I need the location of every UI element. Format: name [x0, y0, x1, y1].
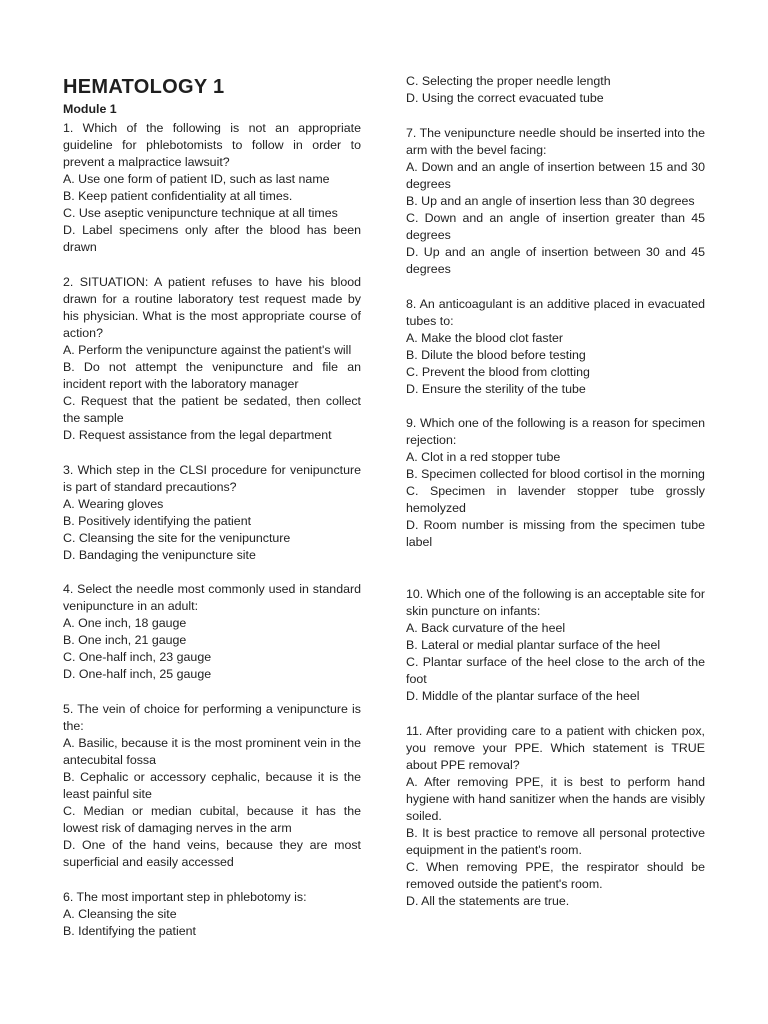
answer-option: D. All the statements are true. [406, 894, 570, 908]
answer-option: B. It is best practice to remove all personal protective equipment in the patient's room. [406, 826, 705, 857]
question-4 [63, 581, 361, 683]
answer-option: A. Back curvature of the heel [406, 621, 566, 635]
question-6 [63, 889, 361, 940]
answer-option: D. Bandaging the venipuncture site [63, 548, 256, 562]
answer-option: D. Up and an angle of insertion between 30 and 45 degrees [406, 245, 705, 276]
answer-option: B. Identifying the patient [63, 924, 196, 938]
document-title: HEMATOLOGY 1 [63, 76, 225, 98]
question-6-continued [406, 73, 705, 107]
question-5 [63, 701, 361, 871]
question-stem: 3. Which step in the CLSI procedure for venipuncture is part of standard precautions? [63, 463, 361, 494]
question-11 [406, 723, 705, 910]
answer-option: C. Specimen in lavender stopper tube grossly hemolyzed [406, 484, 705, 515]
answer-option: D. Ensure the sterility of the tube [406, 382, 586, 396]
question-stem: 11. After providing care to a patient with chicken pox, you remove your PPE. Which statement is TRUE about PPE removal? [406, 724, 705, 772]
question-7 [406, 125, 705, 278]
answer-option: B. Up and an angle of insertion less than 30 degrees [406, 194, 695, 208]
question-stem: 6. The most important step in phlebotomy is: [63, 890, 307, 904]
answer-option: D. Room number is missing from the specimen tube label [406, 518, 705, 549]
question-stem: 1. Which of the following is not an appropriate guideline for phlebotomists to follow in order to prevent a malpractice lawsuit? [63, 121, 361, 169]
answer-option: B. Positively identifying the patient [63, 514, 252, 528]
answer-option: D. One of the hand veins, because they are most superficial and easily accessed [63, 838, 361, 869]
answer-option: A. Make the blood clot faster [406, 331, 564, 345]
answer-option: A. Cleansing the site [63, 907, 177, 921]
question-stem: 9. Which one of the following is a reason for specimen rejection: [406, 416, 705, 447]
answer-option: A. Use one form of patient ID, such as last name [63, 172, 330, 186]
answer-option: D. Using the correct evacuated tube [406, 91, 604, 105]
answer-option: D. Label specimens only after the blood has been drawn [63, 223, 361, 254]
answer-option: B. One inch, 21 gauge [63, 633, 187, 647]
answer-option: C. When removing PPE, the respirator should be removed outside the patient's room. [406, 860, 705, 891]
answer-option: A. Basilic, because it is the most prominent vein in the antecubital fossa [63, 736, 361, 767]
answer-option: D. Request assistance from the legal department [63, 428, 332, 442]
question-stem: 5. The vein of choice for performing a venipuncture is the: [63, 702, 361, 733]
answer-option: C. Plantar surface of the heel close to the arch of the foot [406, 655, 705, 686]
question-9 [406, 415, 705, 551]
answer-option: B. Dilute the blood before testing [406, 348, 586, 362]
question-3 [63, 462, 361, 564]
answer-option: A. One inch, 18 gauge [63, 616, 187, 630]
answer-option: C. Median or median cubital, because it has the lowest risk of damaging nerves in the arm [63, 804, 361, 835]
answer-option: B. Cephalic or accessory cephalic, because it is the least painful site [63, 770, 361, 801]
answer-option: C. Prevent the blood from clotting [406, 365, 590, 379]
answer-option: A. Down and an angle of insertion between 15 and 30 degrees [406, 160, 705, 191]
answer-option: D. Middle of the plantar surface of the heel [406, 689, 640, 703]
answer-option: A. Wearing gloves [63, 497, 164, 511]
answer-option: B. Keep patient confidentiality at all times. [63, 189, 293, 203]
question-stem: 7. The venipuncture needle should be inserted into the arm with the bevel facing: [406, 126, 705, 157]
question-stem: 8. An anticoagulant is an additive placed in evacuated tubes to: [406, 297, 705, 328]
question-2 [63, 274, 361, 444]
answer-option: D. One-half inch, 25 gauge [63, 667, 212, 681]
answer-option: A. Clot in a red stopper tube [406, 450, 561, 464]
question-10 [406, 586, 705, 705]
answer-option: B. Lateral or medial plantar surface of the heel [406, 638, 661, 652]
answer-option: A. Perform the venipuncture against the patient's will [63, 343, 352, 357]
answer-option: B. Do not attempt the venipuncture and file an incident report with the laboratory manager [63, 360, 361, 391]
answer-option: C. Selecting the proper needle length [406, 74, 611, 88]
answer-option: C. One-half inch, 23 gauge [63, 650, 212, 664]
answer-option: C. Request that the patient be sedated, then collect the sample [63, 394, 361, 425]
module-heading: Module 1 [63, 102, 117, 116]
answer-option: B. Specimen collected for blood cortisol in the morning [406, 467, 705, 481]
answer-option: A. After removing PPE, it is best to perform hand hygiene with hand sanitizer when the hands are visibly soiled. [406, 775, 705, 823]
question-1 [63, 120, 361, 256]
question-stem: 2. SITUATION: A patient refuses to have his blood drawn for a routine laboratory test request made by his physician. What is the most appropriate course of action? [63, 275, 361, 340]
question-8 [406, 296, 705, 398]
question-stem: 10. Which one of the following is an acceptable site for skin puncture on infants: [406, 587, 705, 618]
answer-option: C. Use aseptic venipuncture technique at all times [63, 206, 338, 220]
answer-option: C. Cleansing the site for the venipuncture [63, 531, 291, 545]
answer-option: C. Down and an angle of insertion greater than 45 degrees [406, 211, 705, 242]
question-stem: 4. Select the needle most commonly used in standard venipuncture in an adult: [63, 582, 361, 613]
